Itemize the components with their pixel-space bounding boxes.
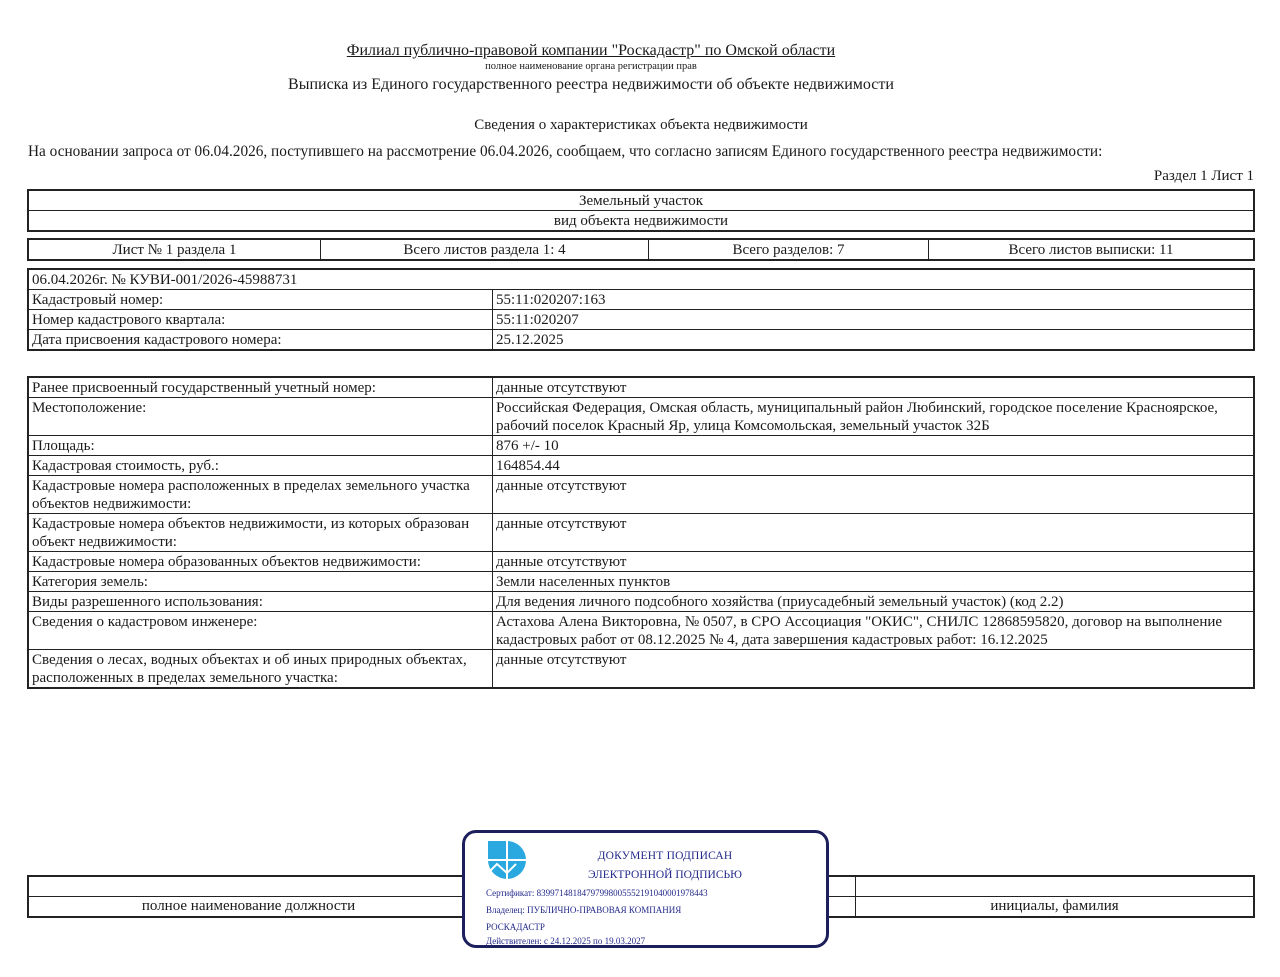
row-label: Кадастровые номера образованных объектов недвижимости: [28, 552, 493, 572]
table-row [28, 377, 1254, 398]
row-label: Кадастровые номера объектов недвижимости, из которых образован объект недвижимости: [28, 514, 493, 552]
sheet-number: Лист № 1 раздела 1 [28, 239, 321, 260]
sheets-table [27, 238, 1255, 261]
stamp-owner-name: РОСКАДАСТР [486, 922, 545, 932]
object-type-table [27, 189, 1255, 232]
extract-sheet-count: Всего листов выписки: 11 [929, 239, 1255, 260]
object-type-caption-row [28, 211, 1254, 232]
sheets-row [28, 239, 1254, 260]
row-label: Кадастровый номер: [28, 290, 493, 310]
row-label: Площадь: [28, 436, 493, 456]
stamp-validity: Действителен: с 24.12.2025 по 19.03.2027 [486, 936, 646, 946]
position-blank [28, 876, 469, 897]
organization-caption: полное наименование органа регистрации прав [485, 61, 697, 72]
row-label: Сведения о кадастровом инженере: [28, 612, 493, 650]
roskadastr-logo-icon [486, 839, 528, 881]
section-count: Всего разделов: 7 [649, 239, 929, 260]
extract-number-row [28, 269, 1254, 290]
table-row [28, 398, 1254, 436]
stamp-owner: Владелец: ПУБЛИЧНО-ПРАВОВАЯ КОМПАНИЯ [486, 905, 682, 915]
table-row [28, 330, 1254, 351]
row-value: данные отсутствуют [493, 650, 1255, 689]
cadastral-value: 164854.44 [493, 456, 1255, 476]
area-value: 876 +/- 10 [493, 436, 1255, 456]
extract-number: 06.04.2026г. № КУВИ-001/2026-45988731 [28, 269, 1254, 290]
row-label: Кадастровая стоимость, руб.: [28, 456, 493, 476]
characteristics-table [27, 376, 1255, 689]
row-label: Дата присвоения кадастрового номера: [28, 330, 493, 351]
table-row [28, 476, 1254, 514]
row-label: Местоположение: [28, 398, 493, 436]
table-row [28, 552, 1254, 572]
stamp-certificate: Сертификат: 839971481847979980055521910400019784​43 [486, 888, 708, 898]
document-title: Выписка из Единого государственного реестра недвижимости об объекте недвижимости [288, 76, 894, 93]
extract-header-table [27, 268, 1255, 351]
table-row [28, 436, 1254, 456]
table-row [28, 456, 1254, 476]
cadastral-quarter: 55:11:020207 [493, 310, 1255, 330]
row-value: данные отсутствуют [493, 476, 1255, 514]
land-category-value: Земли населенных пунктов [493, 572, 1255, 592]
table-row [28, 650, 1254, 689]
intro-text: На основании запроса от 06.04.2026, поступившего на рассмотрение 06.04.2026, сообщаем, что согласно записям Единого государственного реестра недвижимости: [28, 143, 1103, 160]
object-type-row [28, 190, 1254, 211]
object-type-value: Земельный участок [28, 190, 1254, 211]
electronic-signature-stamp [462, 830, 829, 948]
cadastral-number: 55:11:020207:163 [493, 290, 1255, 310]
name-blank [856, 876, 1255, 897]
table-row [28, 310, 1254, 330]
table-row [28, 290, 1254, 310]
permitted-use-value: Для ведения личного подсобного хозяйства (приусадебный земельный участок) (код 2.2) [493, 592, 1255, 612]
position-caption: полное наименование должности [28, 897, 469, 918]
row-label: Категория земель: [28, 572, 493, 592]
stamp-title: ДОКУМЕНТ ПОДПИСАН [597, 850, 733, 862]
row-value: данные отсутствуют [493, 552, 1255, 572]
organization-name: Филиал публично-правовой компании "Роскадастр" по Омской области [346, 42, 836, 59]
cadastral-engineer-value: Астахова Алена Викторовна, № 0507, в СРО Ассоциация "ОКИС", СНИЛС 12868595820, договор на выполнение кадастровых работ от 08.12.2025 № 4, дата завершения кадастровых работ: 16.12.2025 [493, 612, 1255, 650]
stamp-subtitle: ЭЛЕКТРОННОЙ ПОДПИСЬЮ [588, 869, 742, 881]
section-title: Сведения о характеристиках объекта недвижимости [474, 117, 808, 133]
table-row [28, 612, 1254, 650]
assignment-date: 25.12.2025 [493, 330, 1255, 351]
row-label: Сведения о лесах, водных объектах и об иных природных объектах, расположенных в пределах земельного участка: [28, 650, 493, 689]
object-type-caption: вид объекта недвижимости [28, 211, 1254, 232]
section-sheet-label: Раздел 1 Лист 1 [1153, 168, 1254, 184]
row-label: Ранее присвоенный государственный учетный номер: [28, 377, 493, 398]
table-row [28, 592, 1254, 612]
row-value: данные отсутствуют [493, 514, 1255, 552]
section-sheet-count: Всего листов раздела 1: 4 [321, 239, 649, 260]
name-caption: инициалы, фамилия [856, 897, 1255, 918]
row-value: данные отсутствуют [493, 377, 1255, 398]
table-row [28, 514, 1254, 552]
location-value: Российская Федерация, Омская область, муниципальный район Любинский, городское поселение Красноярское, рабочий поселок Красный Яр, улица Комсомольская, земельный участок 32Б [493, 398, 1255, 436]
row-label: Виды разрешенного использования: [28, 592, 493, 612]
row-label: Кадастровые номера расположенных в пределах земельного участка объектов недвижимости: [28, 476, 493, 514]
row-label: Номер кадастрового квартала: [28, 310, 493, 330]
table-row [28, 572, 1254, 592]
